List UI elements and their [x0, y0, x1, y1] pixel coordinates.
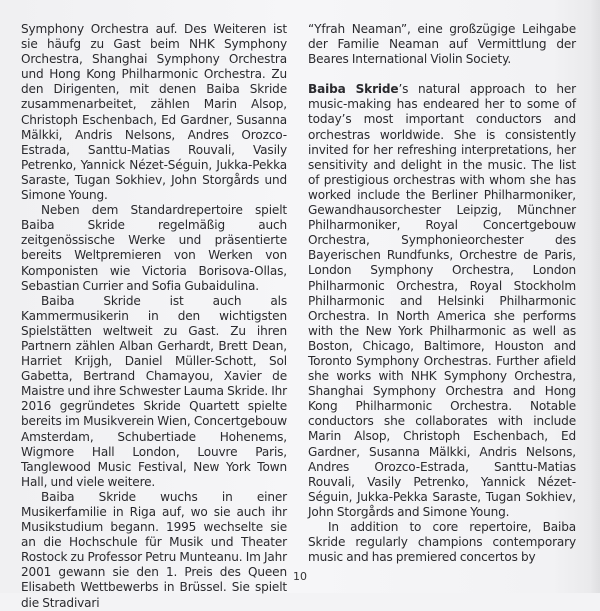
paragraph-biography-en-body: ’s natural approach to her music-making has endeared her to some of today’s most important conductors and orchestras worldwide. She is consistently invited for her refreshing interpretations, her sensitivity and delight in the music. The list of prestigious orchestras with whom she has worked include the Berliner Philharmoniker, Gewandhausorchester Leipzig, Münchner Philharmoniker, Royal Concertgebouw Orchestra, Symphonieorchester des Bayerischen Rundfunks, Orchestre de Paris, London Symphony Orchestra, London Philharmonic Orchestra, Royal Stockholm Philharmonic and Helsinki Philharmonic Orchestra. In North America she performs with the New York Philharmonic as well as Boston, Chicago, Baltimore, Houston and Toronto Symphony Orchestras. Further afield she works with NHK Symphony Orchestra, Shanghai Symphony Orchestra and Hong Kong Philharmonic Orchestra. Notable conductors she collaborates with include Marin Alsop, Christoph Eschenbach, Ed Gardner, Susanna Mälkki, Andris Nelsons, Andres Orozco-Estrada, Santtu-Matias Rouvali, Vasily Petrenko, Yannick Nézet-Séguin, Jukka-Pekka Saraste, Tugan Sokhiev, John Storgårds and Simone Young.: [308, 82, 576, 519]
page-edge-shadow: [590, 0, 600, 593]
artist-name-heading: Baiba Skride: [308, 82, 399, 97]
right-column-english-text: [308, 22, 576, 565]
paragraph-biography-de: Baiba Skride wuchs in einer Musikerfamilie in Riga auf, wo sie auch ihr Musikstudium begann. 1995 wechselte sie an die Hochschule für Musik und Theater Rostock zu Professor Petru Munteanu. Im Jahr 2001 gewann sie den 1. Preis des Queen Elisabeth Wettbewerbs in Brüssel. Sie spielt die Stradivari: [21, 489, 287, 610]
paragraph-biography-en: [308, 82, 576, 520]
paragraph-repertoire-en: In addition to core repertoire, Baiba Skride regularly champions contemporary music and has premiered concertos by: [308, 520, 576, 565]
paragraph-chamber-music-de: Baiba Skride ist auch als Kammermusikerin in den wichtigsten Spielstätten weltweit zu Gast. Zu ihren Partnern zählen Alban Gerhardt, Brett Dean, Harriet Krijgh, Daniel Müller-Schott, Sol Gabetta, Bertrand Chamayou, Xavier de Maistre und ihre Schwester Lauma Skride. Ihr 2016 gegründetes Skride Quartett spielte bereits im Musikverein Wien, Concertgebouw Amsterdam, Schubertiade Hohenems, Wigmore Hall London, Louvre Paris, Tanglewood Music Festival, New York Town Hall, und viele weitere.: [21, 293, 287, 489]
left-column-german-text: [21, 22, 287, 611]
paragraph-repertoire-de: Neben dem Standardrepertoire spielt Baiba Skride regelmäßig auch zeitgenössische Werke und präsentierte bereits Weltpremieren von Werken von Komponisten wie Victoria Borisova-Ollas, Sebastian Currier and Sofia Gubaidulina.: [21, 203, 287, 293]
paragraph-violin-loan-de: “Yfrah Neaman”, eine großzügige Leihgabe der Familie Neaman auf Vermittlung der Beares International Violin Society.: [308, 22, 576, 67]
page-number: 10: [293, 570, 307, 583]
paragraph-orchestras-conductors-de: Symphony Orchestra auf. Des Weiteren ist sie häufg zu Gast beim NHK Symphony Orchestra, Shanghai Symphony Orchestra und Hong Kong Philharmonic Orchestra. Zu den Dirigenten, mit denen Baiba Skride zusammenarbeitet, zählen Marin Alsop, Christoph Eschenbach, Ed Gardner, Susanna Mälkki, Andris Nelsons, Andres Orozco-Estrada, Santtu-Matias Rouvali, Vasily Petrenko, Yannick Nézet-Séguin, Jukka-Pekka Saraste, Tugan Sokhiev, John Storgårds und Simone Young.: [21, 22, 287, 203]
